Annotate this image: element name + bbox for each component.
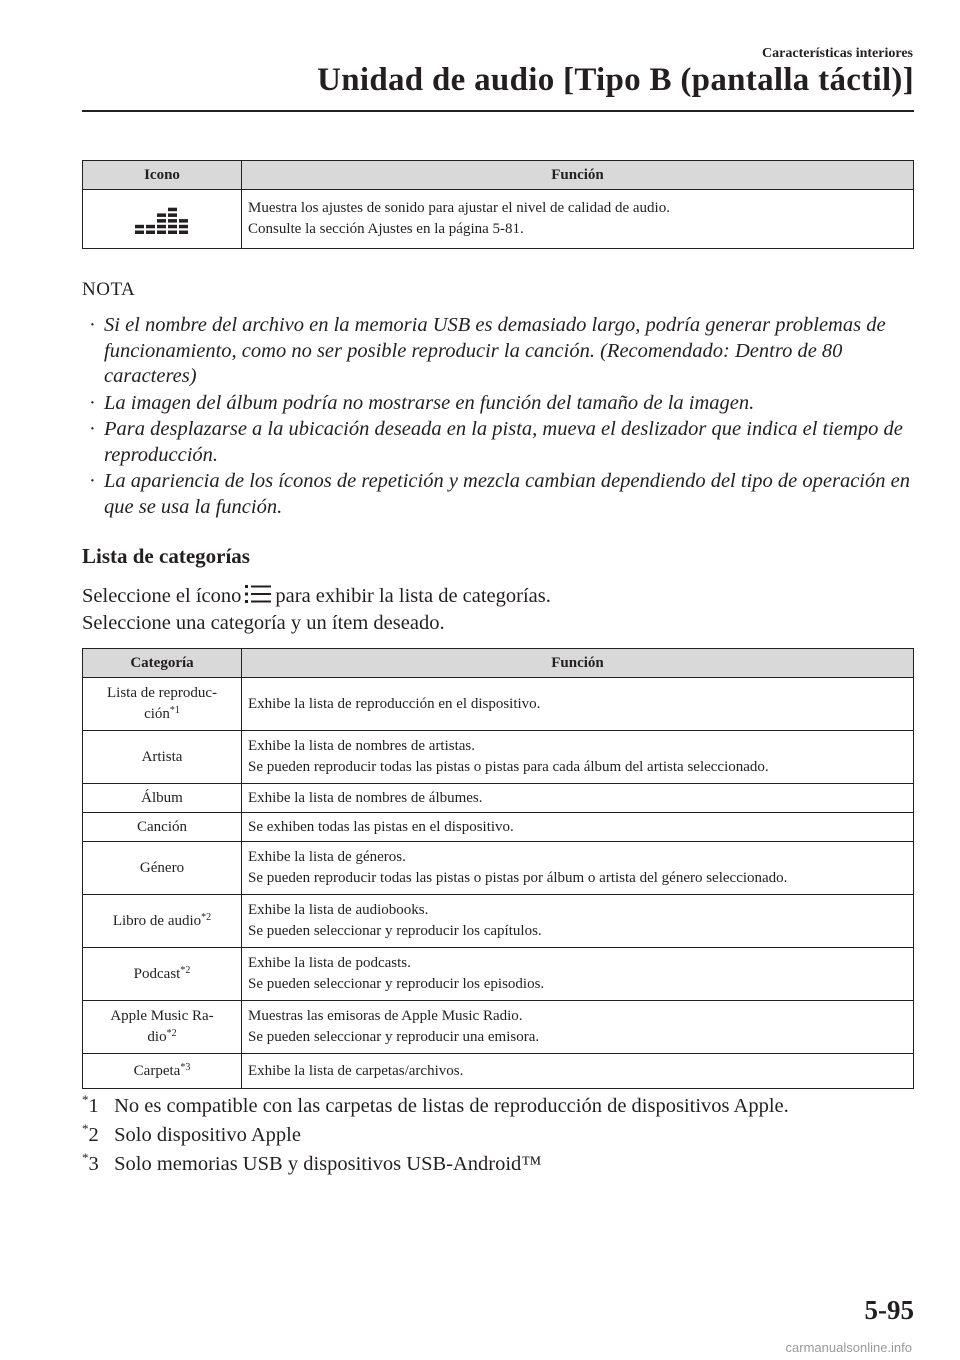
- category-name: Apple Music Ra-: [110, 1008, 214, 1024]
- function-line: Muestra los ajustes de sonido para ajustar el nivel de calidad de audio.: [248, 200, 670, 216]
- instruction-paragraph: [82, 584, 551, 610]
- page-number: 5-95: [864, 1295, 914, 1325]
- instruction-text: para exhibir la lista de categorías.: [275, 585, 551, 607]
- function-cell: [242, 784, 914, 813]
- function-line: Se pueden reproducir todas las pistas o pistas para cada álbum del artista seleccionado.: [248, 759, 769, 775]
- function-line: Se pueden seleccionar y reproducir los capítulos.: [248, 923, 542, 939]
- category-cell: [83, 731, 242, 784]
- category-name: Género: [139, 859, 185, 876]
- function-line: Exhibe la lista de nombres de álbumes.: [248, 789, 483, 806]
- footnote-ref: *3: [180, 1061, 191, 1073]
- category-cell: [83, 895, 242, 948]
- function-cell: [242, 678, 914, 731]
- category-cell: [83, 813, 242, 842]
- category-name: Podcast: [133, 965, 181, 982]
- page-title: Unidad de audio [Tipo B (pantalla táctil)]: [317, 62, 914, 98]
- function-line: Se pueden reproducir todas las pistas o pistas por álbum o artista del género seleccionado.: [248, 870, 788, 886]
- footnote-ref: *2: [201, 911, 212, 923]
- category-name: Carpeta: [133, 1062, 181, 1079]
- note-text: La imagen del álbum podría no mostrarse en función del tamaño de la imagen.: [104, 391, 755, 414]
- section-heading: Lista de categorías: [82, 544, 250, 568]
- category-name: Lista de reproduc-: [107, 685, 217, 701]
- table-row: [83, 678, 914, 731]
- function-cell: [242, 1001, 914, 1054]
- list-item: · La imagen del álbum podría no mostrarse en función del tamaño de la imagen.: [89, 391, 755, 414]
- note-heading: NOTA: [82, 279, 136, 300]
- table-row: [83, 948, 914, 1001]
- footnote: *2 Solo dispositivo Apple: [82, 1121, 301, 1146]
- icon-function-table: [82, 160, 914, 249]
- category-name-cont: dio: [147, 1029, 167, 1045]
- table-row: [83, 784, 914, 813]
- instruction-paragraph: Seleccione una categoría y un ítem deseado.: [82, 612, 445, 634]
- function-line: Exhibe la lista de reproducción en el dispositivo.: [248, 695, 541, 712]
- category-cell: [83, 948, 242, 1001]
- list-icon: [245, 584, 271, 610]
- footnote-ref: *2: [166, 1028, 177, 1039]
- table-row: [83, 895, 914, 948]
- function-cell: [242, 895, 914, 948]
- footnotes: [82, 1093, 789, 1180]
- table-row: [83, 1001, 914, 1054]
- function-cell: [242, 190, 914, 249]
- category-name-cont: ción: [144, 706, 170, 722]
- section-label: Características interiores: [762, 46, 913, 61]
- table-row: [83, 1054, 914, 1089]
- column-header-icon: Icono: [83, 161, 242, 190]
- function-line: Se pueden seleccionar y reproducir una emisora.: [248, 1029, 540, 1045]
- function-line: Exhibe la lista de géneros.: [248, 849, 406, 865]
- equalizer-icon: [134, 194, 190, 238]
- category-cell: [83, 1054, 242, 1089]
- list-item: · La apariencia de los íconos de repetición y mezcla cambian dependiendo del tipo de operación en que se usa la función.: [89, 470, 910, 518]
- function-line: Se exhiben todas las pistas en el dispositivo.: [248, 818, 514, 835]
- list-item: · Si el nombre del archivo en la memoria USB es demasiado largo, podría generar problemas de funcionamiento, como no ser posible reproducir la canción. (Recomendado: Dentro de 80 caracteres): [89, 314, 886, 387]
- header-rule: [82, 110, 914, 112]
- function-cell: [242, 842, 914, 895]
- icon-cell: [83, 190, 242, 249]
- function-line: Muestras las emisoras de Apple Music Radio.: [248, 1008, 523, 1024]
- function-cell: [242, 813, 914, 842]
- category-name: Canción: [137, 818, 187, 835]
- category-name: Artista: [141, 748, 183, 765]
- category-function-table: [82, 648, 914, 1089]
- footnote: *1 No es compatible con las carpetas de listas de reproducción de dispositivos Apple.: [82, 1092, 789, 1117]
- function-line: Exhibe la lista de nombres de artistas.: [248, 738, 476, 754]
- function-line: Exhibe la lista de carpetas/archivos.: [248, 1062, 464, 1079]
- column-header-category: Categoría: [83, 649, 242, 678]
- footnote-ref: *2: [180, 964, 191, 976]
- category-cell: [83, 784, 242, 813]
- table-row: [83, 190, 914, 249]
- function-line: Se pueden seleccionar y reproducir los episodios.: [248, 976, 545, 992]
- function-line: Exhibe la lista de podcasts.: [248, 955, 411, 971]
- category-name: Álbum: [141, 789, 183, 806]
- category-cell: [83, 842, 242, 895]
- note-text: Para desplazarse a la ubicación deseada en la pista, mueva el deslizador que indica el tiempo de reproducción.: [104, 418, 903, 466]
- watermark: carmanualsonline.info: [785, 1340, 912, 1355]
- note-text: La apariencia de los íconos de repetición y mezcla cambian dependiendo del tipo de operación en que se usa la función.: [104, 470, 910, 518]
- table-row: [83, 842, 914, 895]
- list-item: · Para desplazarse a la ubicación deseada en la pista, mueva el deslizador que indica el tiempo de reproducción.: [89, 418, 903, 466]
- footnote: *3 Solo memorias USB y dispositivos USB-Android™: [82, 1150, 542, 1175]
- function-line: Exhibe la lista de audiobooks.: [248, 902, 429, 918]
- footnote-ref: *1: [169, 705, 180, 716]
- instruction-text: Seleccione el ícono: [82, 585, 242, 607]
- function-cell: [242, 948, 914, 1001]
- function-line: Consulte la sección Ajustes en la página 5-81.: [248, 221, 524, 237]
- note-text: Si el nombre del archivo en la memoria USB es demasiado largo, podría generar problemas de funcionamiento, como no ser posible reproducir la canción. (Recomendado: Dentro de 80 caracteres): [104, 314, 886, 387]
- table-header-row: [83, 161, 914, 190]
- table-header-row: [83, 649, 914, 678]
- function-cell: [242, 1054, 914, 1089]
- function-cell: [242, 731, 914, 784]
- table-row: [83, 731, 914, 784]
- column-header-function: Función: [242, 161, 914, 190]
- category-cell: [83, 678, 242, 731]
- note-list: [86, 313, 916, 521]
- category-name: Libro de audio: [112, 912, 202, 929]
- column-header-function: Función: [242, 649, 914, 678]
- category-cell: [83, 1001, 242, 1054]
- table-row: [83, 813, 914, 842]
